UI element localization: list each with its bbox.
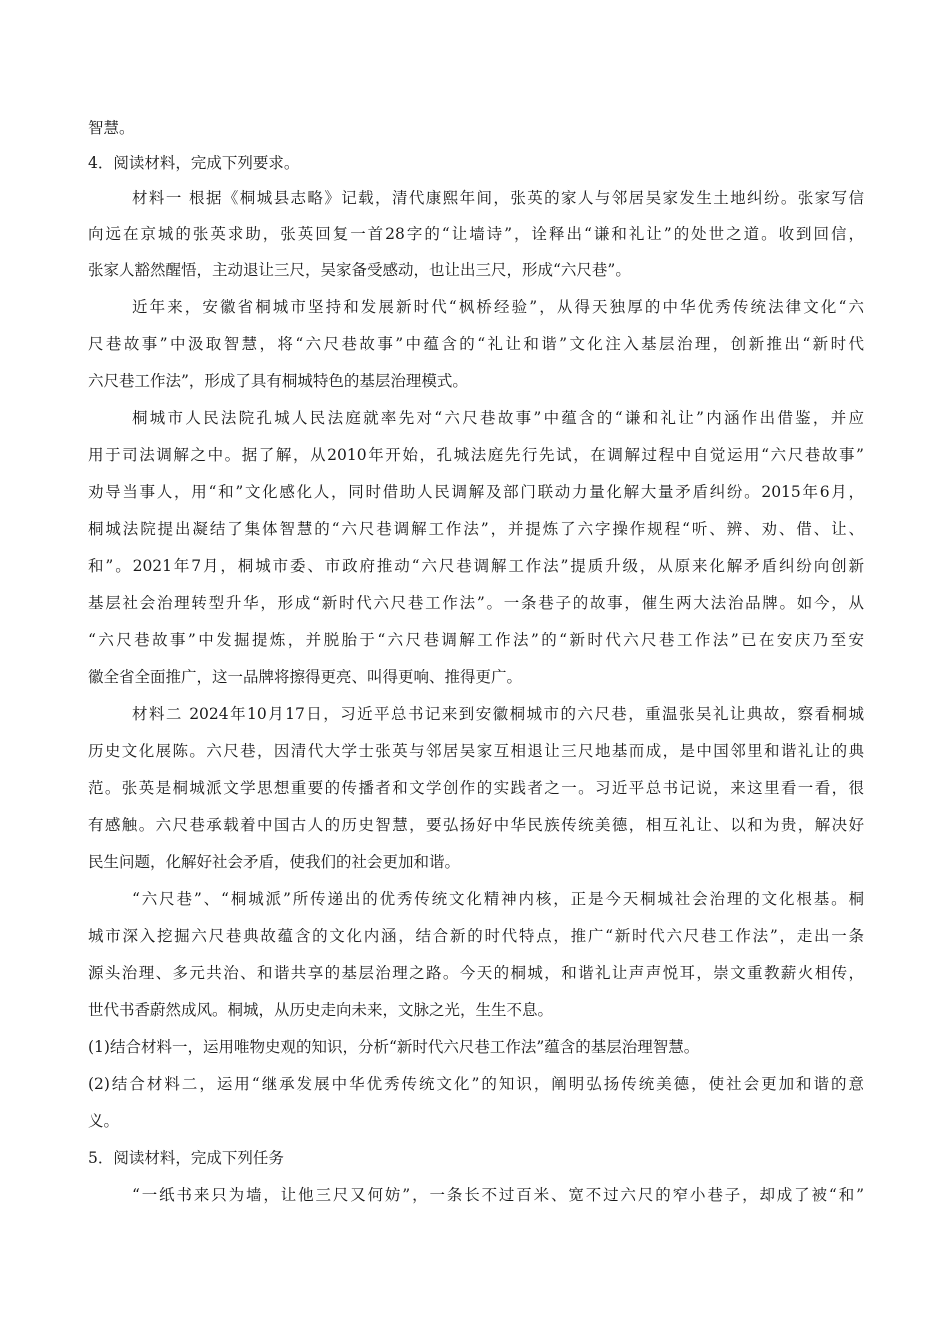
text-line: 用于司法调解之中。据了解，从2010年开始，孔城法庭先行先试，在调解过程中自觉运用“六尺巷故事” [88, 446, 864, 464]
text-line: 材料二 2024年10月17日，习近平总书记来到安徽桐城市的六尺巷，重温张吴礼让典故，察看桐城 [132, 705, 864, 723]
text-line: 六尺巷工作法”，形成了具有桐城特色的基层治理模式。 [88, 372, 468, 390]
text-line: 有感触。六尺巷承载着中国古人的历史智慧，要弘扬好中华民族传统美德，相互礼让、以和为贵，解决好 [88, 816, 864, 834]
text-line: “六尺巷故事”中发掘提炼，并脱胎于“六尺巷调解工作法”的“新时代六尺巷工作法”已在安庆乃至安 [88, 631, 864, 649]
text-line: 向远在京城的张英求助，张英回复一首28字的“让墙诗”，诠释出“谦和礼让”的处世之道。收到回信， [88, 225, 864, 243]
text-line: 民生问题，化解好社会矛盾，使我们的社会更加和谐。 [88, 853, 461, 871]
text-line: 历史文化展陈。六尺巷，因清代大学士张英与邻居吴家互相退让三尺地基而成，是中国邻里和谐礼让的典 [88, 742, 864, 760]
text-line: 和”。2021年7月，桐城市委、市政府推动“六尺巷调解工作法”提质升级，从原来化解矛盾纠纷向创新 [88, 557, 864, 575]
text-line: 世代书香蔚然成风。桐城，从历史走向未来，文脉之光，生生不息。 [88, 1001, 554, 1019]
text-line: 范。张英是桐城派文学思想重要的传播者和文学创作的实践者之一。习近平总书记说，来这里看一看，很 [88, 779, 864, 797]
text-line: 智慧。 [88, 119, 135, 137]
text-line: 桐城法院提出凝结了集体智慧的“六尺巷调解工作法”，并提炼了六字操作规程“听、辨、劝、借、让、 [88, 520, 864, 538]
text-line: 桐城市人民法院孔城人民法庭就率先对“六尺巷故事”中蕴含的“谦和礼让”内涵作出借鉴，并应 [132, 409, 864, 427]
text-line: “六尺巷”、“桐城派”所传递出的优秀传统文化精神内核，正是今天桐城社会治理的文化根基。桐 [132, 890, 864, 908]
text-line: 材料一 根据《桐城县志略》记载，清代康熙年间，张英的家人与邻居吴家发生土地纠纷。张家写信 [132, 189, 864, 207]
text-line: 徽全省全面推广，这一品牌将擦得更亮、叫得更响、推得更广。 [88, 668, 523, 686]
text-line: “一纸书来只为墙，让他三尺又何妨”，一条长不过百米、宽不过六尺的窄小巷子，却成了被“和” [132, 1186, 864, 1204]
text-line: 近年来，安徽省桐城市坚持和发展新时代“枫桥经验”，从得天独厚的中华优秀传统法律文化“六 [132, 298, 864, 316]
text-line: 张家人豁然醒悟，主动退让三尺，吴家备受感动，也让出三尺，形成“六尺巷”。 [88, 261, 631, 279]
text-line: 基层社会治理转型升华，形成“新时代六尺巷工作法”。一条巷子的故事，催生两大法治品牌。如今，从 [88, 594, 864, 612]
sub-question-1: (1)结合材料一，运用唯物史观的知识，分析“新时代六尺巷工作法”蕴含的基层治理智慧。 [88, 1038, 700, 1056]
sub-question-2: (2)结合材料二，运用“继承发展中华优秀传统文化”的知识，阐明弘扬传统美德，使社会更加和谐的意 [88, 1075, 864, 1093]
question-4-heading: 4．阅读材料，完成下列要求。 [88, 154, 300, 172]
text-line: 劝导当事人，用“和”文化感化人，同时借助人民调解及部门联动力量化解大量矛盾纠纷。2015年6月， [88, 483, 864, 501]
text-line: 义。 [88, 1112, 120, 1130]
text-line: 城市深入挖掘六尺巷典故蕴含的文化内涵，结合新的时代特点，推广“新时代六尺巷工作法”，走出一条 [88, 927, 864, 945]
text-line: 尺巷故事”中汲取智慧，将“六尺巷故事”中蕴含的“礼让和谐”文化注入基层治理，创新推出“新时代 [88, 335, 864, 353]
question-5-heading: 5．阅读材料，完成下列任务 [88, 1149, 284, 1167]
text-line: 源头治理、多元共治、和谐共享的基层治理之路。今天的桐城，和谐礼让声声悦耳，崇文重教薪火相传， [88, 964, 864, 982]
